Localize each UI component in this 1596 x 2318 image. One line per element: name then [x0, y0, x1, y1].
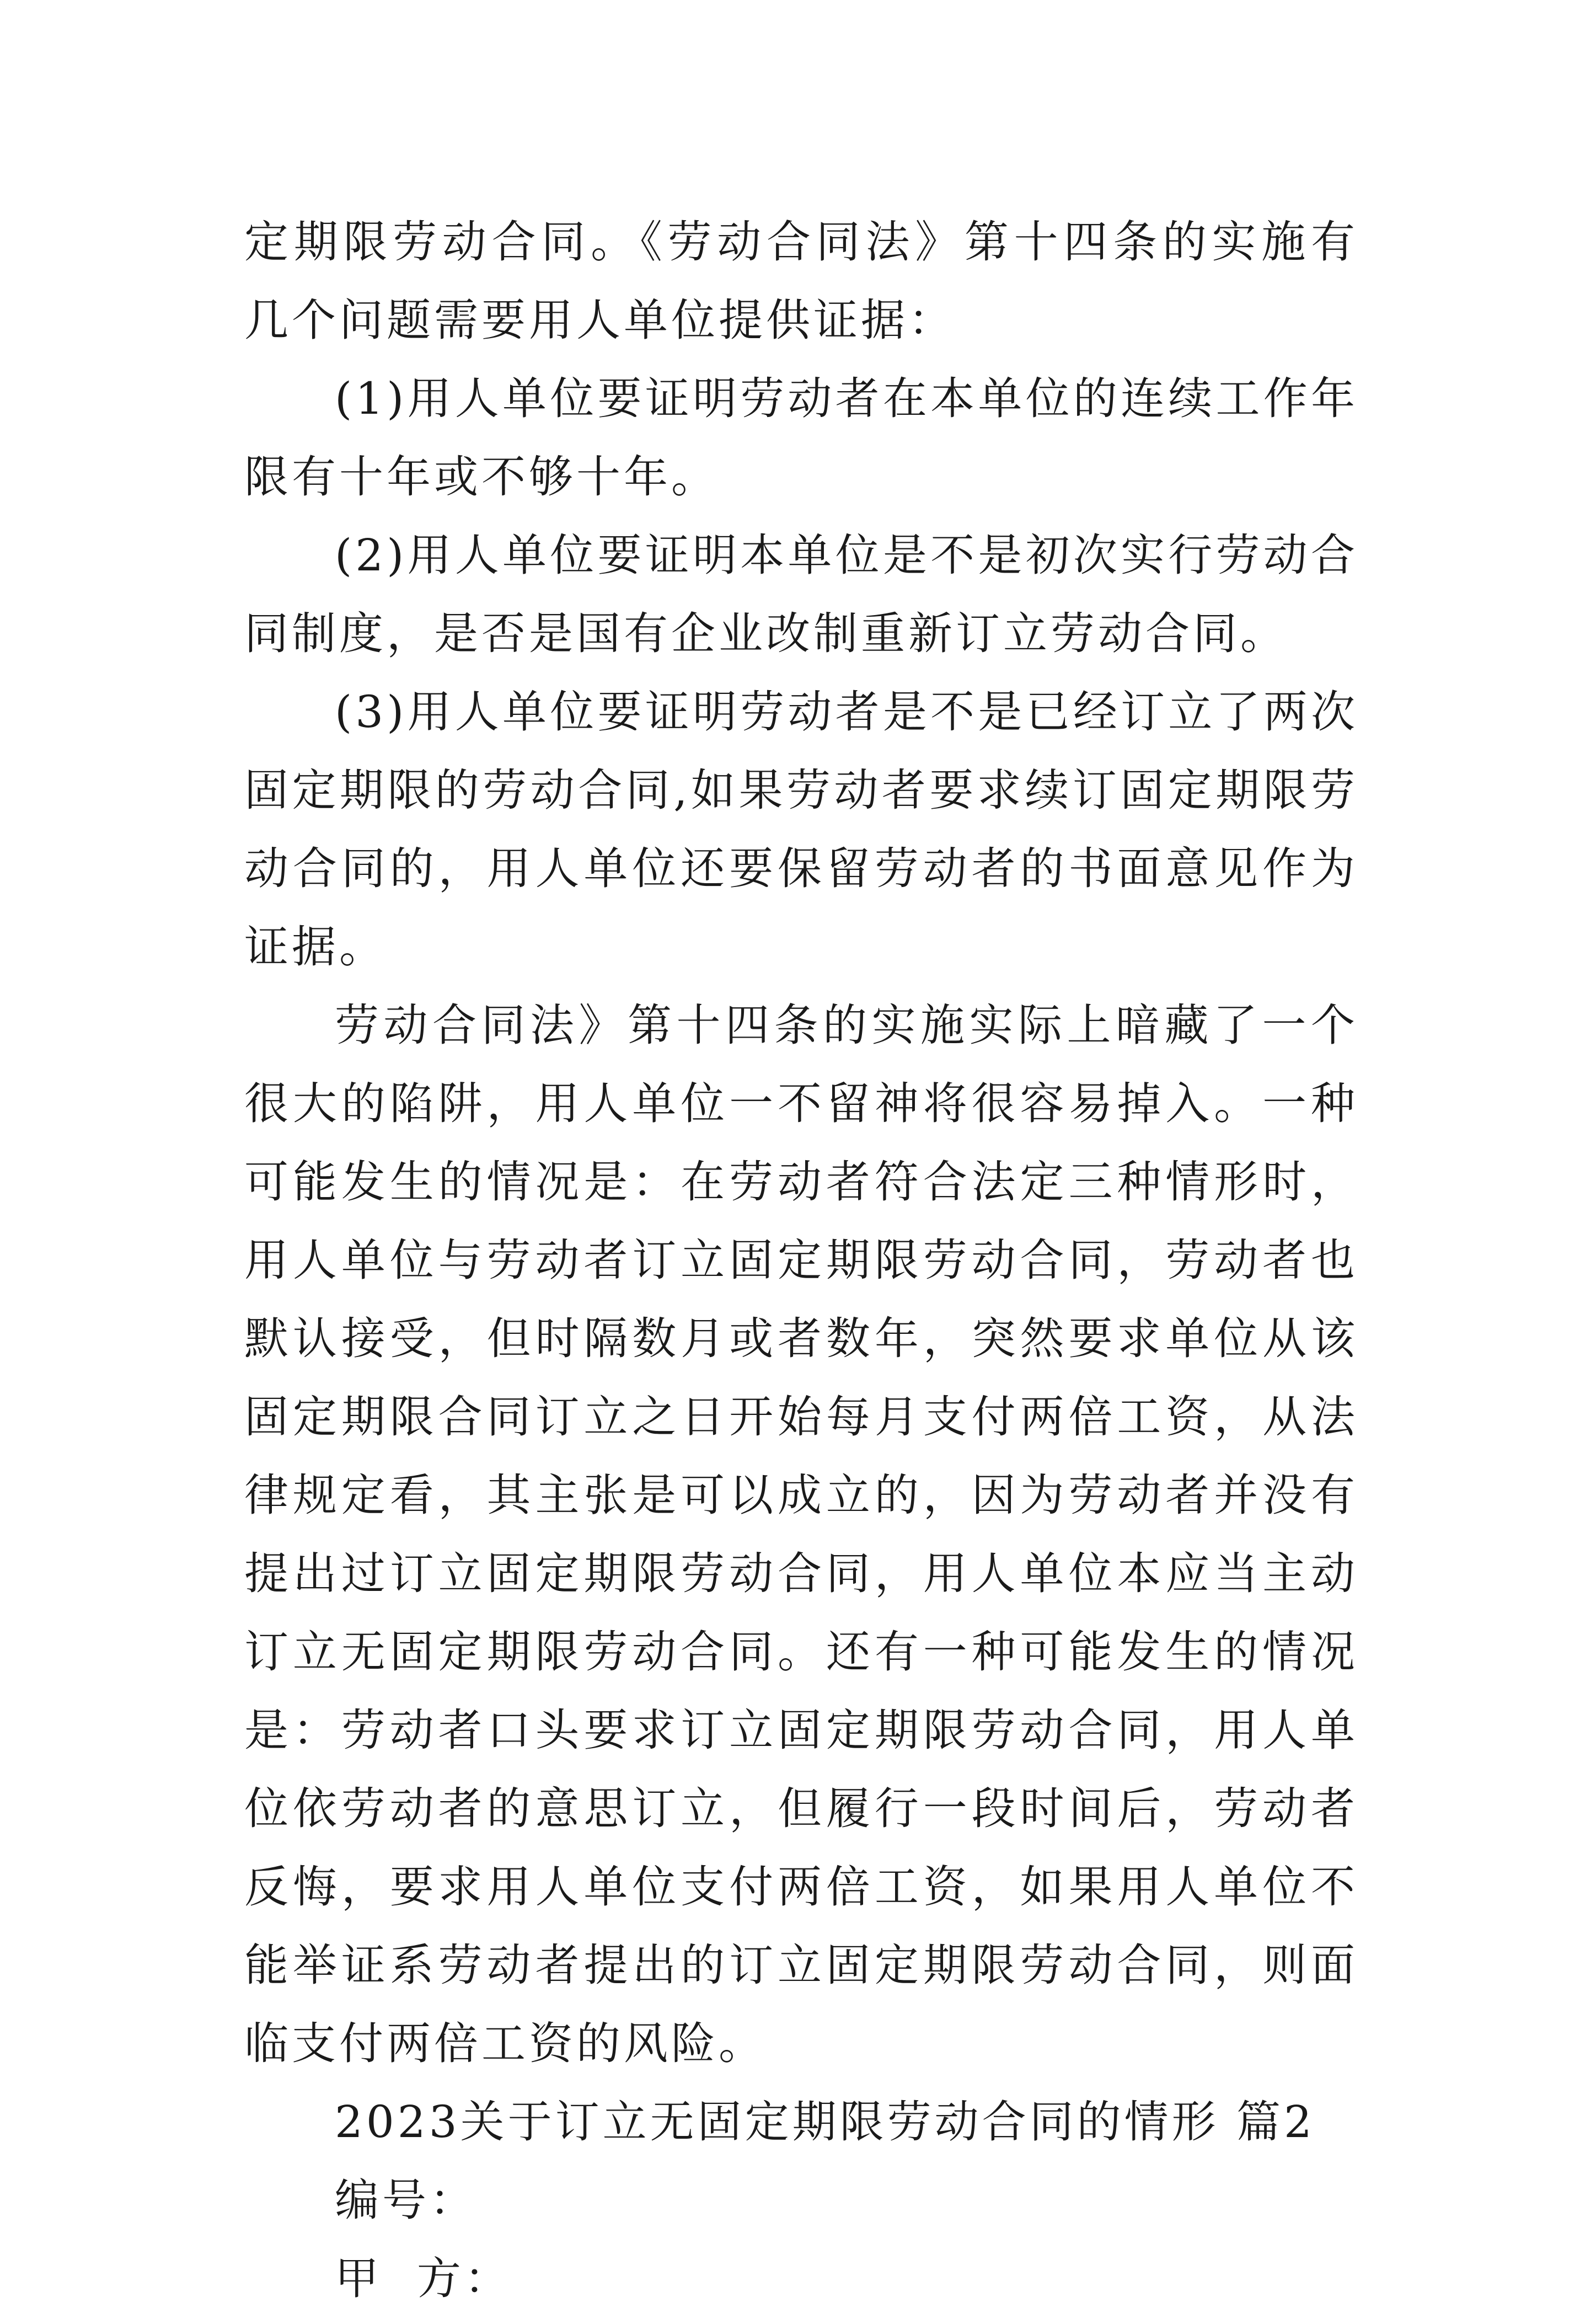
document-body — [244, 203, 1358, 2318]
paragraph-analysis: 劳动合同法》第十四条的实施实际上暗藏了一个很大的陷阱，用人单位一不留神将很容易掉入。一种可能发生的情况是：在劳动者符合法定三种情形时，用人单位与劳动者订立固定期限劳动合同，劳动者也默认接受，但时隔数月或者数年，突然要求单位从该固定期限合同订立之日开始每月支付两倍工资，从法律规定看，其主张是可以成立的，因为劳动者并没有提出过订立固定期限劳动合同，用人单位本应当主动订立无固定期限劳动合同。还有一种可能发生的情况是：劳动者口头要求订立固定期限劳动合同，用人单位依劳动者的意思订立，但履行一段时间后，劳动者反悔，要求用人单位支付两倍工资，如果用人单位不能举证系劳动者提出的订立固定期限劳动合同，则面临支付两倍工资的风险。 — [244, 1000, 1358, 2069]
paragraph-continuation: 定期限劳动合同。《劳动合同法》第十四条的实施有几个问题需要用人单位提供证据： — [244, 216, 1358, 346]
number-label: 编号： — [335, 2175, 477, 2226]
section-heading: 2023关于订立无固定期限劳动合同的情形 篇2 — [335, 2096, 1315, 2148]
paragraph-item-3: (3)用人单位要证明劳动者是不是已经订立了两次固定期限的劳动合同,如果劳动者要求续订固定期限劳动合同的，用人单位还要保留劳动者的书面意见作为证据。 — [244, 686, 1358, 973]
party-a-label: 甲 方： — [335, 2253, 512, 2304]
paragraph-item-1: (1)用人单位要证明劳动者在本单位的连续工作年限有十年或不够十年。 — [244, 373, 1358, 503]
paragraph-item-2: (2)用人单位要证明本单位是不是初次实行劳动合同制度，是否是国有企业改制重新订立劳动合同。 — [244, 530, 1358, 659]
